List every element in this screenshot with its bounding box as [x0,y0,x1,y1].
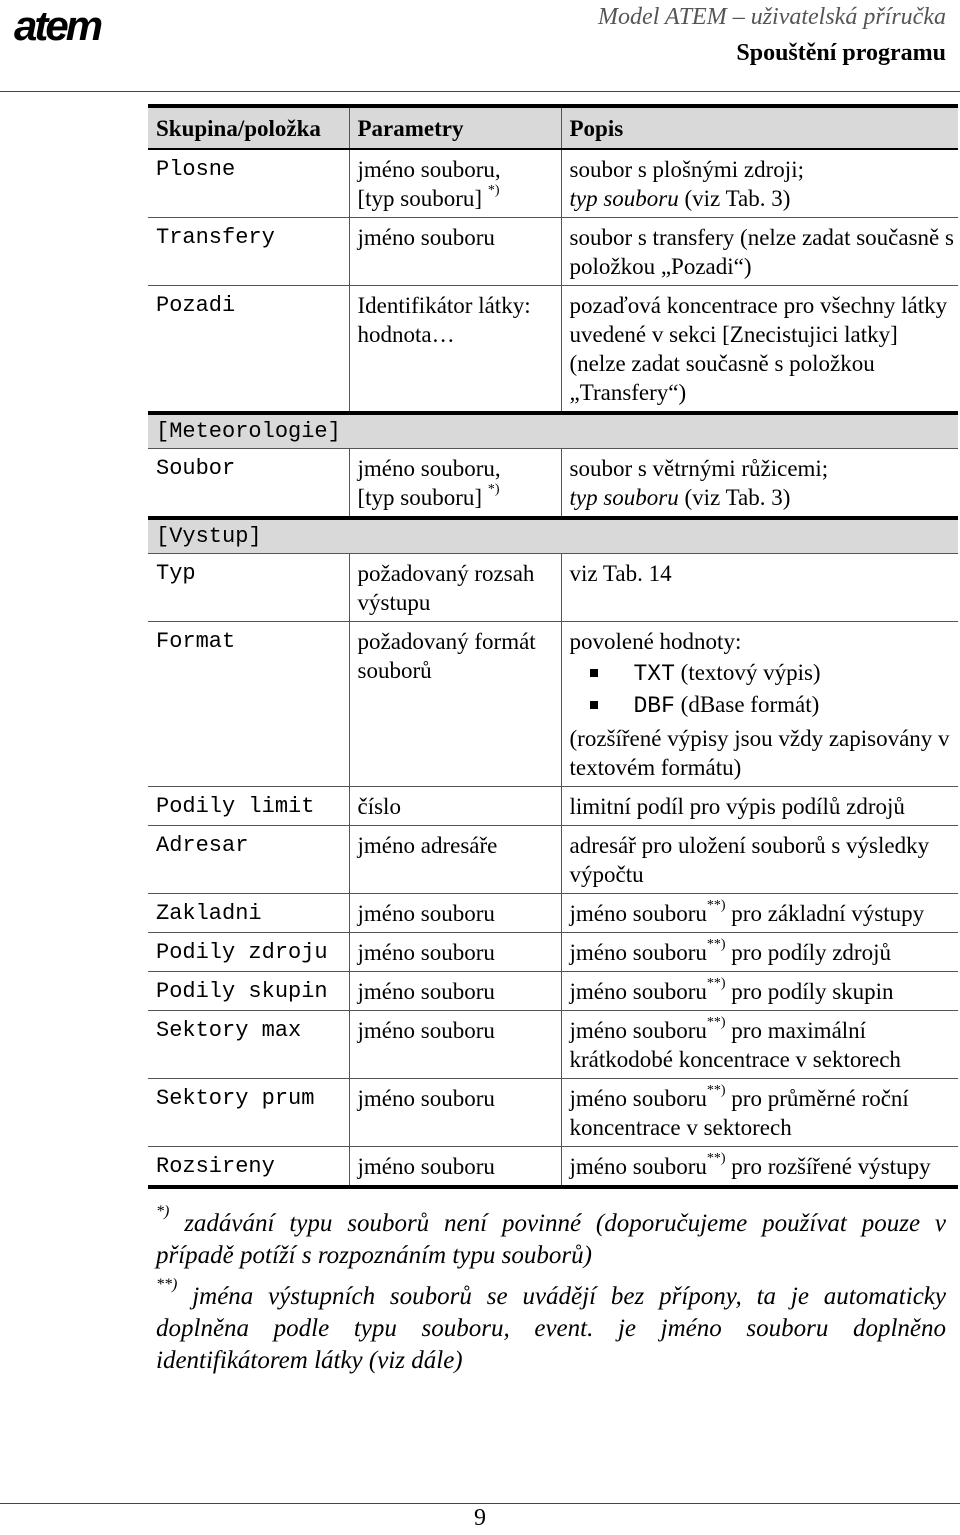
section-row [148,518,958,554]
table-row [148,218,958,286]
logo-text: atem [14,6,101,46]
table-row [148,286,958,414]
row-param: jméno souboru [349,1079,561,1147]
allowed-values-list [570,658,959,722]
row-param: jméno souboru [349,1011,561,1079]
section-vystup: [Vystup] [148,518,958,554]
row-param: požadovaný formát souborů [349,622,561,787]
row-description: jméno souboru**) pro základní výstupy [561,894,958,933]
column-header-description: Popis [561,106,958,149]
table-row [148,1011,958,1079]
column-header-group: Skupina/položka [148,106,349,149]
table-row [148,554,958,622]
document-title: Model ATEM – uživatelská příručka [598,4,946,30]
table-header-row [148,106,958,149]
table-row [148,449,958,519]
row-description: jméno souboru**) pro podíly skupin [561,972,958,1011]
row-description: limitní podíl pro výpis podílů zdrojů [561,787,958,826]
header-rule [0,91,960,92]
row-key: Transfery [148,218,349,286]
row-param: jméno souboru, [typ souboru] *) [349,449,561,519]
row-description: viz Tab. 14 [561,554,958,622]
row-key: Typ [148,554,349,622]
list-item: TXT (textový výpis) [570,658,959,690]
row-description: soubor s větrnými růžicemi; typ souboru (viz Tab. 3) [561,449,958,519]
table-row [148,972,958,1011]
section-row [148,413,958,449]
page-number: 9 [474,1505,486,1531]
row-description: jméno souboru**) pro podíly zdrojů [561,933,958,972]
row-description: jméno souboru**) pro průměrné roční koncentrace v sektorech [561,1079,958,1147]
row-key: Plosne [148,149,349,218]
row-key: Zakladni [148,894,349,933]
table-row [148,149,958,218]
row-param: jméno souboru [349,933,561,972]
footnote-output-names: **) jména výstupních souborů se uvádějí bez přípony, ta je automaticky doplněna podle typu souboru, event. je jméno souboru doplněno identifikátorem látky (viz dále) [156,1275,946,1374]
section-meteorologie: [Meteorologie] [148,413,958,449]
row-param: jméno souboru [349,218,561,286]
row-key: Podily zdroju [148,933,349,972]
row-param: jméno souboru [349,1147,561,1188]
row-key: Sektory max [148,1011,349,1079]
table-row [148,787,958,826]
row-key: Adresar [148,826,349,894]
chapter-title: Spouštění programu [736,40,946,66]
table-row [148,826,958,894]
atem-logo [12,6,134,46]
row-description: soubor s plošnými zdroji; typ souboru (viz Tab. 3) [561,149,958,218]
row-description: adresář pro uložení souborů s výsledky výpočtu [561,826,958,894]
row-key: Sektory prum [148,1079,349,1147]
row-key: Format [148,622,349,787]
row-param: jméno souboru, [typ souboru] *) [349,149,561,218]
table-row [148,933,958,972]
list-item: DBF (dBase formát) [570,690,959,722]
table-row [148,1147,958,1188]
row-key: Podily skupin [148,972,349,1011]
table-row [148,622,958,787]
row-key: Pozadi [148,286,349,414]
row-param: Identifikátor látky: hodnota… [349,286,561,414]
row-description: jméno souboru**) pro rozšířené výstupy [561,1147,958,1188]
row-param: číslo [349,787,561,826]
footer-rule [0,1503,960,1504]
row-description: pozaďová koncentrace pro všechny látky uvedené v sekci [Znecistujici latky] (nelze zadat současně s položkou „Transfery“) [561,286,958,414]
row-description: povolené hodnoty: TXT (textový výpis) DBF (dBase formát) (rozšířené výpisy jsou vždy zapisovány v textovém formátu) [561,622,958,787]
row-description: jméno souboru**) pro maximální krátkodobé koncentrace v sektorech [561,1011,958,1079]
row-key: Podily limit [148,787,349,826]
column-header-parameters: Parametry [349,106,561,149]
row-param: jméno souboru [349,972,561,1011]
row-param: jméno adresáře [349,826,561,894]
parameters-table [148,104,958,1189]
footnote-file-type: *) zadávání typu souborů není povinné (doporučujeme používat pouze v případě potíží s rozpoznáním typu souborů) [156,1202,946,1269]
row-key: Soubor [148,449,349,519]
row-description: soubor s transfery (nelze zadat současně s položkou „Pozadi“) [561,218,958,286]
row-key: Rozsireny [148,1147,349,1188]
row-param: jméno souboru [349,894,561,933]
table-row [148,1079,958,1147]
row-param: požadovaný rozsah výstupu [349,554,561,622]
table-row [148,894,958,933]
